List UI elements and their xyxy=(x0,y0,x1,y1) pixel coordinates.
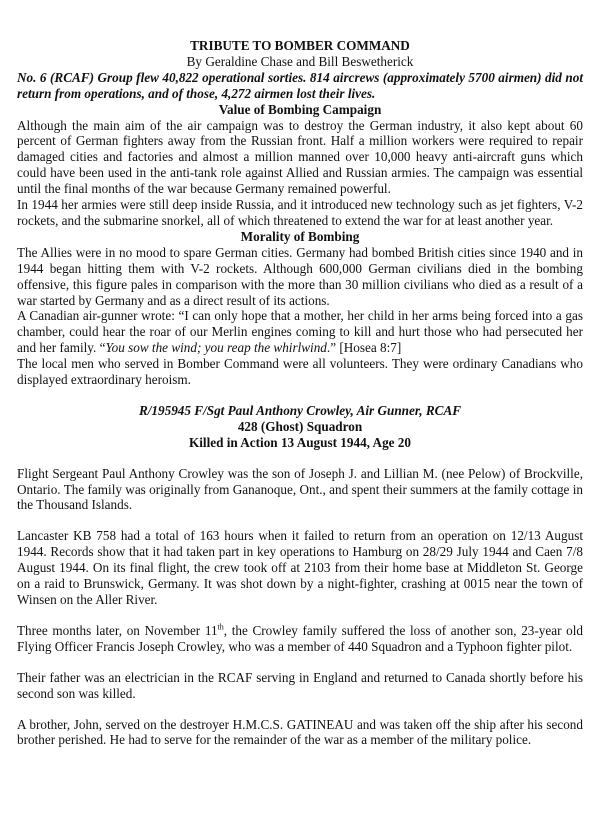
value-paragraph-2: In 1944 her armies were still deep inside Russia, and it introduced new technology such as jet fighters, V-2 rockets, and the submarine snorkel, all of which threatened to extend the war for at least another year. xyxy=(17,197,583,228)
p3-post: , the Crowley family suffered the loss of another son, 23-year old Flying Officer Francis Joseph Crowley, who was a member of 440 Squadron and a Typhoon fighter pilot. xyxy=(17,622,583,654)
p3-pre: Three months later, on November 11 xyxy=(17,622,218,638)
airman-heading-line-3: Killed in Action 13 August 1944, Age 20 xyxy=(188,434,411,450)
document-page xyxy=(17,38,583,748)
air-gunner-quote xyxy=(17,308,583,356)
airman-paragraph-5: A brother, John, served on the destroyer H.M.C.S. GATINEAU and was taken off the ship after his second brother perished. He had to serve for the remainder of the war as a member of the military police. xyxy=(17,716,583,748)
intro-paragraph: No. 6 (RCAF) Group flew 40,822 operational sorties. 814 aircrews (approximately 5700 airmen) did not return from operations, and of those, 4,272 airmen lost their lives. xyxy=(17,69,583,101)
document-title: TRIBUTE TO BOMBER COMMAND xyxy=(190,38,410,53)
airman-heading-line-2: 428 (Ghost) Squadron xyxy=(237,418,363,434)
morality-paragraph-1: The Allies were in no mood to spare German cities. Germany had bombed British cities since 1940 and in 1944 began hitting them with V-2 rockets. Although 600,000 German civilians died in the bombing offensive, this figure pales in comparison with the more than 30 million civilians who died as a result of a war started by Germany and as a direct result of its actions. xyxy=(17,244,583,308)
value-heading: Value of Bombing Campaign xyxy=(218,101,382,117)
quote-tail: .” [Hosea 8:7] xyxy=(326,340,402,356)
quote-italic: You sow the wind; you reap the whirlwind xyxy=(105,340,327,356)
airman-paragraph-1: Flight Sergeant Paul Anthony Crowley was the son of Joseph J. and Lillian M. (nee Pelow) of Brockville, Ontario. The family was originally from Gananoque, Ont., and spent their summers at the family cottage in the Thousand Islands. xyxy=(17,465,583,513)
morality-heading: Morality of Bombing xyxy=(240,228,360,244)
morality-paragraph-3: The local men who served in Bomber Command were all volunteers. They were ordinary Canadians who displayed extraordinary heroism. xyxy=(17,356,583,388)
value-paragraph-1: Although the main aim of the air campaign was to destroy the German industry, it also kept about 60 percent of German fighters away from the Russian front. Half a million workers were required to repair damaged cities and factories and almost a million manned over 10,000 heavy anti-aircraft guns which could have been used in the anti-tank role against Allied and Russian armies. The campaign was essential until the final months of the war because Germany remained powerful. xyxy=(17,117,583,197)
quote-lead: A Canadian air-gunner wrote: “I can only hope that a mother, her child in her arms being forced into a gas chamber, could hear the roar of our Merlin engines coming to kill and hurt those who had persecuted her and her family. “ xyxy=(17,308,583,356)
airman-heading-line-1: R/195945 F/Sgt Paul Anthony Crowley, Air Gunner, RCAF xyxy=(138,402,462,418)
airman-paragraph-2: Lancaster KB 758 had a total of 163 hours when it failed to return from an operation on 12/13 August 1944. Records show that it had taken part in key operations to Hamburg on 28/29 July 1944 and Caen 7/8 August 1944. On its final flight, the crew took off at 2103 from their home base at Middleton St. George on a raid to Brunswick, Germany. It was shot down by a night-fighter, crashing at 0015 near the town of Winsen on the Aller River. xyxy=(17,528,583,607)
airman-paragraph-3 xyxy=(17,623,583,655)
p3-sup: th xyxy=(217,622,224,632)
byline: By Geraldine Chase and Bill Beswetherick xyxy=(186,53,414,69)
airman-paragraph-4: Their father was an electrician in the RCAF serving in England and returned to Canada shortly before his second son was killed. xyxy=(17,669,583,701)
